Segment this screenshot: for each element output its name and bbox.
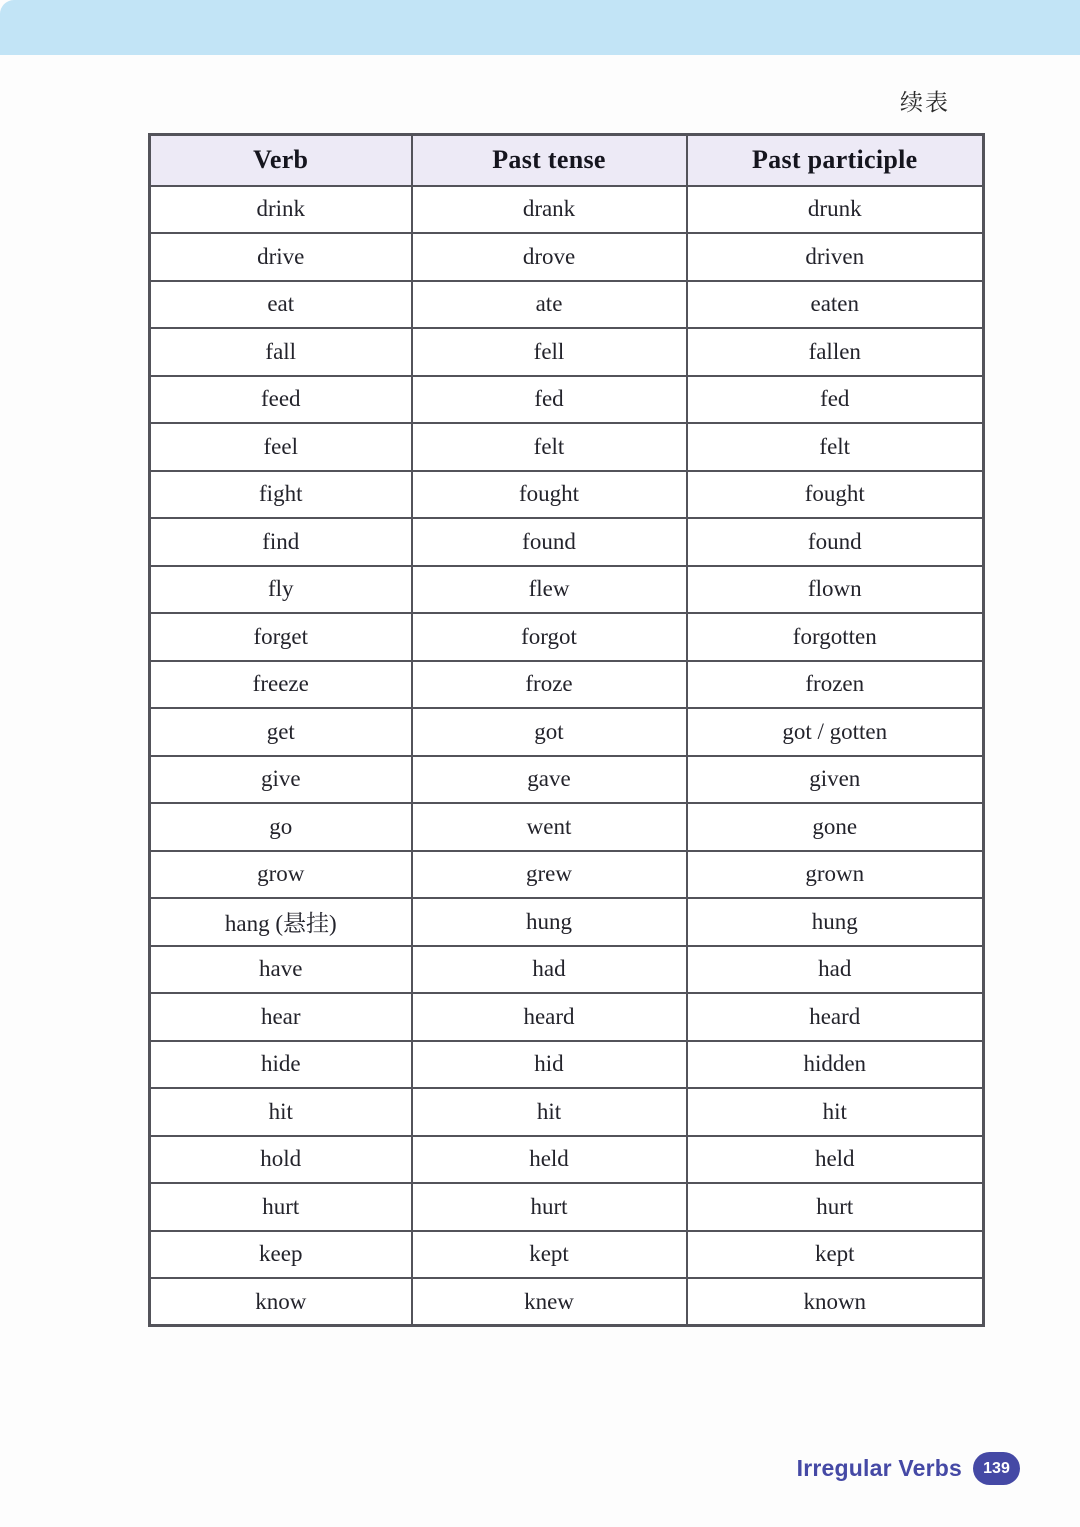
table-cell: hide	[150, 1041, 412, 1089]
table-cell: fight	[150, 471, 412, 519]
table-row	[150, 186, 984, 234]
table-row	[150, 518, 984, 566]
table-cell: have	[150, 946, 412, 994]
table-row	[150, 1183, 984, 1231]
table-cell: hurt	[687, 1183, 984, 1231]
table-cell: feed	[150, 376, 412, 424]
table-cell: hidden	[687, 1041, 984, 1089]
table-cell: fallen	[687, 328, 984, 376]
table-cell: fought	[412, 471, 687, 519]
table-cell: froze	[412, 661, 687, 709]
table-cell: know	[150, 1278, 412, 1326]
table-cell: known	[687, 1278, 984, 1326]
table-cell: give	[150, 756, 412, 804]
table-cell: hold	[150, 1136, 412, 1184]
table-cell: drink	[150, 186, 412, 234]
table-cell: hear	[150, 993, 412, 1041]
table-row	[150, 756, 984, 804]
column-header-past-tense: Past tense	[412, 135, 687, 186]
table-row	[150, 233, 984, 281]
table-row	[150, 281, 984, 329]
table-cell: get	[150, 708, 412, 756]
table-cell: felt	[687, 423, 984, 471]
table-cell: found	[687, 518, 984, 566]
table-cell: keep	[150, 1231, 412, 1279]
table-cell: had	[687, 946, 984, 994]
irregular-verbs-table	[148, 133, 985, 1327]
table-cell: kept	[687, 1231, 984, 1279]
table-cell: hang (悬挂)	[150, 898, 412, 946]
table-cell: forgot	[412, 613, 687, 661]
table-cell: went	[412, 803, 687, 851]
table-cell: given	[687, 756, 984, 804]
table-cell: heard	[412, 993, 687, 1041]
table-body	[150, 186, 984, 1326]
table-row	[150, 1136, 984, 1184]
table-cell: drove	[412, 233, 687, 281]
table-cell: go	[150, 803, 412, 851]
table-cell: had	[412, 946, 687, 994]
footer-section-label: Irregular Verbs	[796, 1455, 962, 1481]
table-cell: forgotten	[687, 613, 984, 661]
table-cell: kept	[412, 1231, 687, 1279]
table-cell: fed	[687, 376, 984, 424]
table-row	[150, 471, 984, 519]
table-cell: heard	[687, 993, 984, 1041]
table-row	[150, 993, 984, 1041]
table-cell: felt	[412, 423, 687, 471]
table-cell: hurt	[150, 1183, 412, 1231]
table-row	[150, 566, 984, 614]
table-cell: drunk	[687, 186, 984, 234]
table-cell: feel	[150, 423, 412, 471]
page-number-badge: 139	[973, 1452, 1020, 1485]
table-cell: drive	[150, 233, 412, 281]
table-row	[150, 661, 984, 709]
table-cell: eaten	[687, 281, 984, 329]
table-cell: fly	[150, 566, 412, 614]
table-row	[150, 898, 984, 946]
table-cell: frozen	[687, 661, 984, 709]
table-cell: driven	[687, 233, 984, 281]
table-cell: grow	[150, 851, 412, 899]
table-cell: got	[412, 708, 687, 756]
table-cell: gone	[687, 803, 984, 851]
table-row	[150, 1088, 984, 1136]
table-cell: knew	[412, 1278, 687, 1326]
table-row	[150, 1041, 984, 1089]
table-cell: flew	[412, 566, 687, 614]
table-cell: found	[412, 518, 687, 566]
table-row	[150, 1278, 984, 1326]
table-row	[150, 946, 984, 994]
table-cell: flown	[687, 566, 984, 614]
table-cell: find	[150, 518, 412, 566]
table-cell: hurt	[412, 1183, 687, 1231]
table-cell: drank	[412, 186, 687, 234]
table-cell: hit	[412, 1088, 687, 1136]
table-cell: fought	[687, 471, 984, 519]
page-footer	[797, 1452, 1020, 1485]
table-cell: freeze	[150, 661, 412, 709]
table-cell: ate	[412, 281, 687, 329]
table-row	[150, 423, 984, 471]
table-cell: hid	[412, 1041, 687, 1089]
table-row	[150, 851, 984, 899]
table-cell: grew	[412, 851, 687, 899]
table-cell: forget	[150, 613, 412, 661]
table-cell: hit	[687, 1088, 984, 1136]
table-header-row	[150, 135, 984, 186]
table-cell: hung	[412, 898, 687, 946]
table-cell: held	[412, 1136, 687, 1184]
table-cell: eat	[150, 281, 412, 329]
table-row	[150, 613, 984, 661]
continued-table-label: 续表	[900, 90, 950, 116]
column-header-verb: Verb	[150, 135, 412, 186]
table-cell: hit	[150, 1088, 412, 1136]
table-row	[150, 803, 984, 851]
table-row	[150, 328, 984, 376]
table-row	[150, 376, 984, 424]
table-cell: got / gotten	[687, 708, 984, 756]
table-cell: fell	[412, 328, 687, 376]
table-cell: gave	[412, 756, 687, 804]
table-cell: fall	[150, 328, 412, 376]
table-cell: grown	[687, 851, 984, 899]
table-cell: hung	[687, 898, 984, 946]
column-header-past-participle: Past participle	[687, 135, 984, 186]
table-row	[150, 708, 984, 756]
table-cell: held	[687, 1136, 984, 1184]
top-banner	[0, 0, 1080, 55]
table-row	[150, 1231, 984, 1279]
table-cell: fed	[412, 376, 687, 424]
